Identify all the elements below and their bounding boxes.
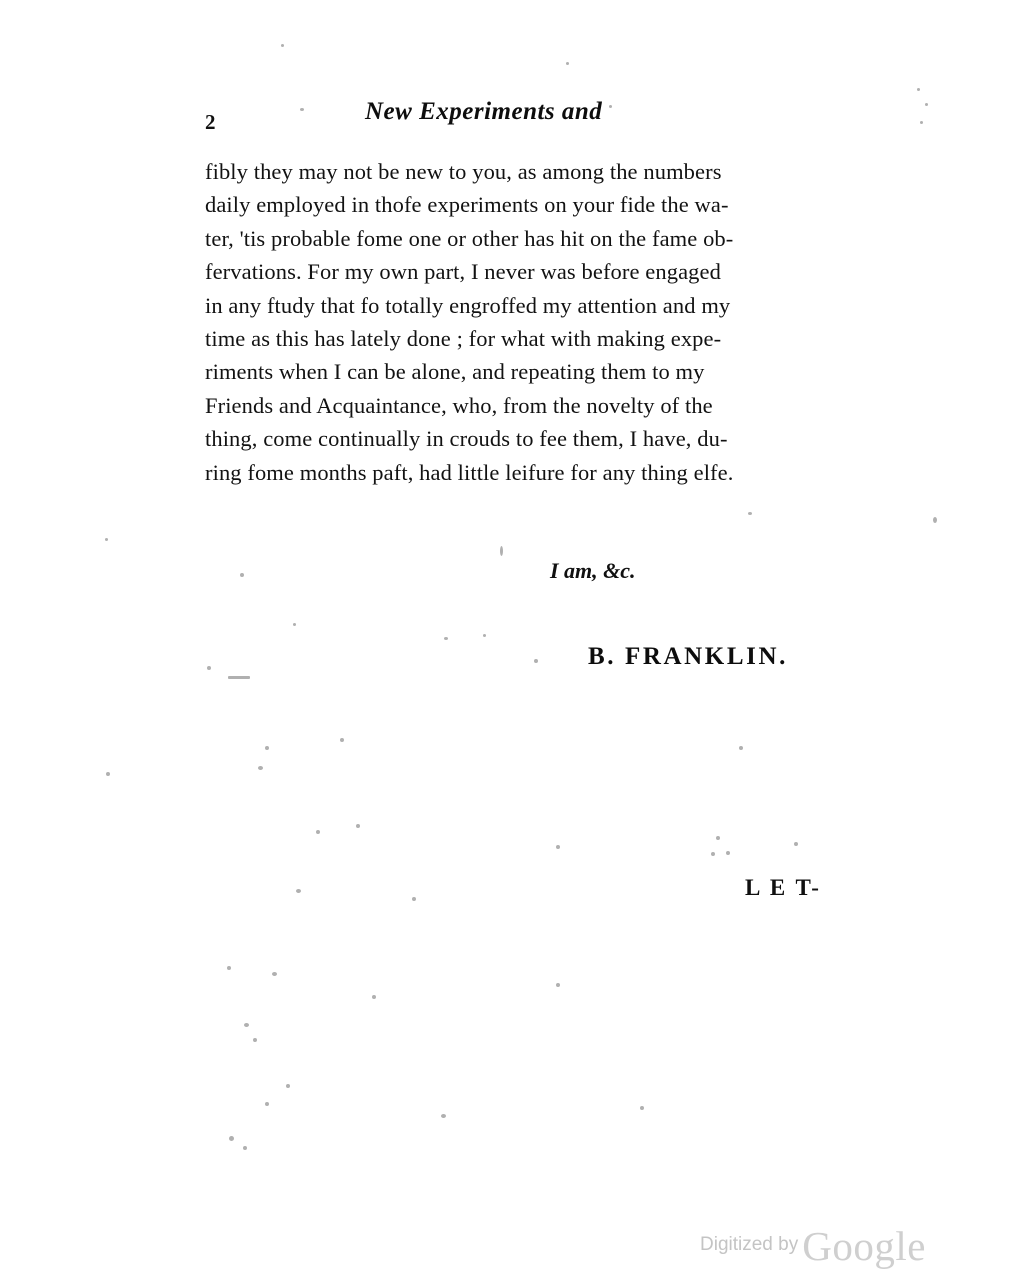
scan-speckle: [316, 830, 320, 834]
scan-speckle: [296, 889, 301, 893]
scan-speckle: [106, 772, 110, 776]
scan-speckle: [716, 836, 720, 840]
scan-speckle: [265, 746, 269, 750]
text-line: in any ftudy that fo totally engroffed my attention and my: [205, 292, 731, 318]
scan-speckle: [228, 676, 250, 679]
scan-speckle: [244, 1023, 249, 1027]
scan-speckle: [253, 1038, 257, 1042]
scan-speckle: [640, 1106, 644, 1110]
scan-speckle: [356, 824, 360, 828]
text-line: ter, 'tis probable fome one or other has hit on the fame ob-: [205, 225, 734, 251]
scan-speckle: [933, 517, 937, 523]
scan-speckle: [281, 44, 284, 47]
scan-speckle: [794, 842, 798, 846]
scan-speckle: [240, 573, 244, 577]
scan-speckle: [412, 897, 416, 901]
watermark-brand: Google: [802, 1223, 926, 1269]
body-text: [205, 155, 845, 489]
text-line: riments when I can be alone, and repeating them to my: [205, 359, 705, 385]
scan-speckle: [227, 966, 231, 970]
scan-speckle: [748, 512, 752, 515]
scan-speckle: [925, 103, 928, 106]
text-line: ring fome months paft, had little leifure for any thing elfe.: [205, 459, 734, 485]
scan-speckle: [207, 666, 211, 670]
scan-speckle: [500, 546, 503, 556]
scan-speckle: [917, 88, 920, 91]
scan-speckle: [726, 851, 730, 855]
scan-speckle: [286, 1084, 290, 1088]
scan-speckle: [265, 1102, 269, 1106]
scan-speckle: [340, 738, 344, 742]
scan-speckle: [609, 105, 612, 108]
scan-speckle: [556, 845, 560, 849]
text-line: fibly they may not be new to you, as among the numbers: [205, 159, 722, 184]
scan-speckle: [258, 766, 263, 770]
google-watermark: [700, 1222, 926, 1270]
running-head: [205, 98, 845, 138]
catchword: L E T-: [745, 875, 822, 900]
watermark-prefix: Digitized by: [700, 1234, 799, 1255]
scan-speckle: [483, 634, 486, 637]
text-line: Friends and Acquaintance, who, from the novelty of the: [205, 392, 713, 418]
scan-speckle: [920, 121, 923, 124]
scan-speckle: [566, 62, 569, 65]
running-head-title: New Experiments and: [365, 98, 603, 125]
scan-speckle: [243, 1146, 247, 1150]
scan-speckle: [293, 623, 296, 626]
scan-speckle: [556, 983, 560, 987]
signature: B. FRANKLIN.: [588, 643, 788, 670]
text-line: fervations. For my own part, I never was before engaged: [205, 259, 721, 285]
page-number: 2: [205, 110, 216, 134]
scan-speckle: [534, 659, 538, 663]
scan-speckle: [739, 746, 743, 750]
valediction: I am, &c.: [550, 558, 636, 583]
scan-speckle: [711, 852, 715, 856]
scan-speckle: [372, 995, 376, 999]
scan-speckle: [272, 972, 277, 976]
scan-speckle: [444, 637, 448, 640]
scan-speckle: [105, 538, 108, 541]
text-line: thing, come continually in crouds to fee them, I have, du-: [205, 426, 728, 452]
text-line: daily employed in thofe experiments on your fide the wa-: [205, 192, 729, 218]
scan-speckle: [300, 108, 304, 111]
text-line: time as this has lately done ; for what with making expe-: [205, 326, 722, 352]
scan-speckle: [441, 1114, 446, 1118]
scan-speckle: [229, 1136, 234, 1141]
